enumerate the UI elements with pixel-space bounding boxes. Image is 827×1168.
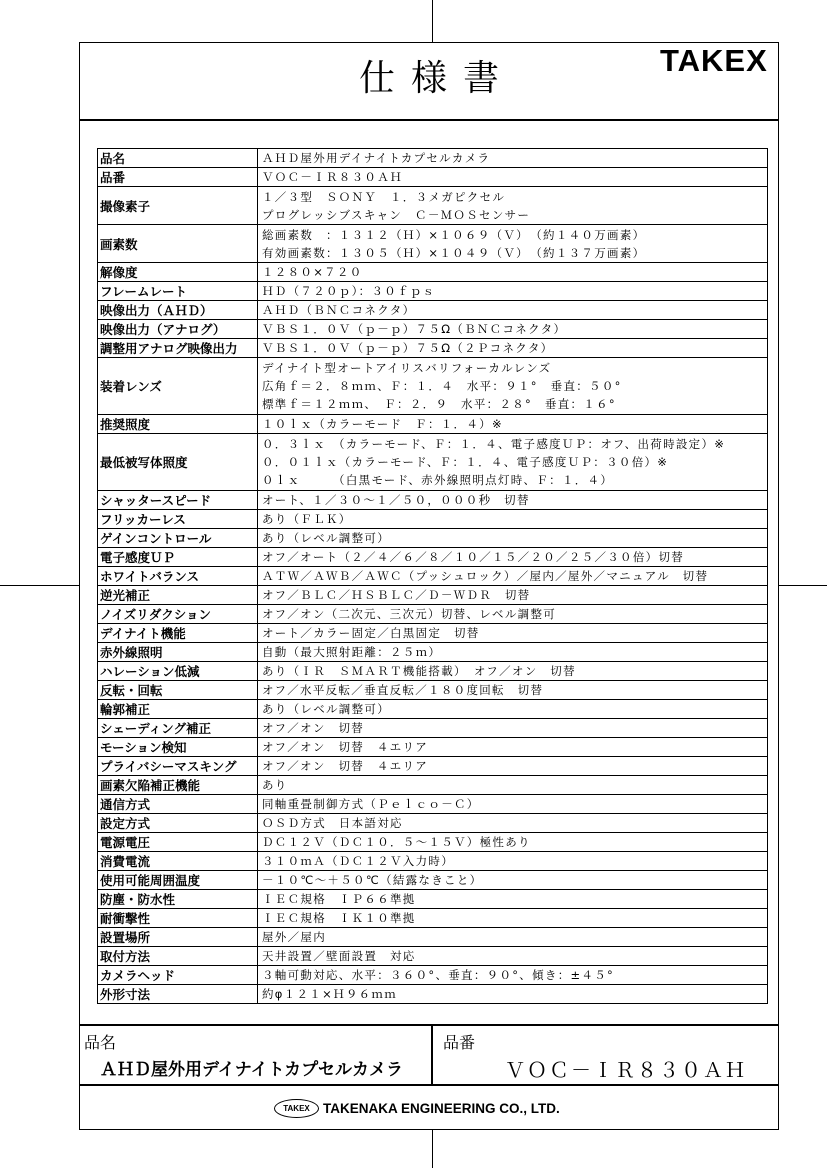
spec-label: 品名 [98, 149, 258, 167]
spec-row [98, 624, 767, 643]
spec-value-line: －１０℃～＋５０℃（結露なきこと） [262, 873, 483, 887]
spec-value-line: 自動（最大照射距離：２５ｍ） [262, 645, 442, 659]
spec-value-line: １２８０×７２０ [262, 265, 363, 279]
spec-value-line: オフ／オン 切替 [262, 721, 365, 735]
footer-top-divider [79, 1024, 779, 1026]
spec-value [258, 947, 767, 965]
spec-value-line: オフ／水平反転／垂直反転／１８０度回転 切替 [262, 683, 544, 697]
spec-value [258, 320, 767, 338]
spec-value [258, 529, 767, 547]
spec-label: 防塵・防水性 [98, 890, 258, 908]
spec-label: ホワイトバランス [98, 567, 258, 585]
spec-row [98, 548, 767, 567]
spec-label: 画素数 [98, 225, 258, 262]
spec-row [98, 795, 767, 814]
spec-value-line: あり（レベル調整可） [262, 531, 390, 545]
spec-label: 品番 [98, 168, 258, 186]
spec-row [98, 852, 767, 871]
spec-row [98, 871, 767, 890]
spec-value-line: オート／カラー固定／白黒固定 切替 [262, 626, 480, 640]
spec-value [258, 890, 767, 908]
spec-value-line: ＡＨＤ（ＢＮＣコネクタ） [262, 303, 416, 317]
spec-row [98, 263, 767, 282]
spec-label: 設置場所 [98, 928, 258, 946]
spec-value [258, 586, 767, 604]
spec-value [258, 358, 767, 414]
spec-value-line: オフ／オン 切替 ４エリア [262, 759, 429, 773]
footer-bottom-divider [79, 1084, 779, 1086]
spec-row [98, 225, 767, 263]
spec-value [258, 168, 767, 186]
spec-label: 調整用アナログ映像出力 [98, 339, 258, 357]
spec-value-line: 同軸重畳制御方式（Ｐｅｌｃｏ－Ｃ） [262, 797, 480, 811]
spec-row [98, 282, 767, 301]
spec-label: ノイズリダクション [98, 605, 258, 623]
spec-row [98, 149, 767, 168]
spec-label: 使用可能周囲温度 [98, 871, 258, 889]
spec-label: 外形寸法 [98, 985, 258, 1003]
spec-row [98, 187, 767, 225]
spec-label: 電源電圧 [98, 833, 258, 851]
spec-value [258, 491, 767, 509]
spec-value-line: 総画素数 ：１３１２（Ｈ）×１０６９（Ｖ） （約１４０万画素） [262, 227, 646, 242]
spec-value-line: ＶＢＳ１．０Ｖ（ｐ－ｐ）７５Ω（ＢＮＣコネクタ） [262, 322, 567, 336]
spec-value-line: プログレッシブスキャン Ｃ－ＭＯＳセンサー [262, 207, 531, 222]
spec-row [98, 890, 767, 909]
spec-row [98, 738, 767, 757]
spec-value [258, 510, 767, 528]
spec-value-line: ３軸可動対応、水平：３６０°、垂直：９０°、傾き：±４５° [262, 968, 615, 982]
spec-value-line: 天井設置／壁面設置 対応 [262, 949, 416, 963]
spec-value-line: 屋外／屋内 [262, 930, 326, 944]
spec-value [258, 776, 767, 794]
spec-value-line: ＡＨＤ屋外用デイナイトカプセルカメラ [262, 151, 491, 165]
crop-mark-bottom [432, 1130, 433, 1168]
spec-row [98, 776, 767, 795]
header-divider [79, 119, 779, 121]
spec-value-line: ＡＴＷ／ＡＷＢ／ＡＷＣ（プッシュロック）／屋内／屋外／マニュアル 切替 [262, 569, 709, 583]
spec-row [98, 301, 767, 320]
footer-product-name: ＡＨＤ屋外用デイナイトカプセルカメラ [100, 1060, 403, 1080]
spec-label: 取付方法 [98, 947, 258, 965]
spec-row [98, 643, 767, 662]
spec-value-line: 標準ｆ＝１２ｍｍ、 Ｆ：２．９ 水平：２８° 垂直：１６° [262, 397, 616, 411]
spec-value-line: あり（ＩＲ ＳＭＡＲＴ機能搭載） オフ／オン 切替 [262, 664, 576, 678]
spec-row [98, 415, 767, 434]
spec-label: 最低被写体照度 [98, 434, 258, 490]
spec-label: ハレーション低減 [98, 662, 258, 680]
spec-row [98, 985, 767, 1004]
spec-value-line: オフ／オン（二次元、三次元）切替、レベル調整可 [262, 607, 557, 621]
spec-label: シェーディング補正 [98, 719, 258, 737]
spec-value-line: ０．３ｌｘ （カラーモード、Ｆ：１．４、電子感度ＵＰ：オフ、出荷時設定）※ [262, 437, 726, 451]
spec-value [258, 909, 767, 927]
spec-value [258, 282, 767, 300]
spec-value-line: ＯＳＤ方式 日本語対応 [262, 816, 403, 830]
spec-label: 画素欠陥補正機能 [98, 776, 258, 794]
spec-label: モーション検知 [98, 738, 258, 756]
spec-label: 映像出力（ＡＨＤ） [98, 301, 258, 319]
spec-value [258, 301, 767, 319]
spec-row [98, 928, 767, 947]
spec-row [98, 814, 767, 833]
page-title: 仕様書 [358, 58, 515, 99]
crop-mark-right [779, 585, 827, 586]
spec-row [98, 909, 767, 928]
spec-label: 反転・回転 [98, 681, 258, 699]
spec-label: 耐衝撃性 [98, 909, 258, 927]
spec-value-line: １０ｌｘ（カラーモード Ｆ：１．４）※ [262, 417, 503, 431]
spec-value-line: オート、１／３０～１／５０，０００秒 切替 [262, 493, 530, 507]
spec-value [258, 757, 767, 775]
spec-value-line: ＶＢＳ１．０Ｖ（ｐ－ｐ）７５Ω（２Ｐコネクタ） [262, 341, 554, 355]
spec-value-line: オフ／オート（２／４／６／８／１０／１５／２０／２５／３０倍）切替 [262, 550, 685, 564]
spec-row [98, 833, 767, 852]
spec-value [258, 339, 767, 357]
spec-row [98, 320, 767, 339]
spec-value [258, 643, 767, 661]
spec-row [98, 529, 767, 548]
spec-label: カメラヘッド [98, 966, 258, 984]
spec-label: 逆光補正 [98, 586, 258, 604]
spec-row [98, 567, 767, 586]
footer-model-number: ＶＯＣ－ＩＲ８３０ＡＨ [505, 1058, 747, 1082]
spec-value-line: ＨＤ（７２０ｐ）：３０ｆｐｓ [262, 284, 436, 298]
crop-mark-left [0, 585, 79, 586]
spec-value [258, 624, 767, 642]
spec-value [258, 966, 767, 984]
spec-label: 推奨照度 [98, 415, 258, 433]
spec-value [258, 928, 767, 946]
spec-label: 解像度 [98, 263, 258, 281]
spec-value [258, 567, 767, 585]
spec-label: フリッカーレス [98, 510, 258, 528]
spec-label: 輪郭補正 [98, 700, 258, 718]
spec-value [258, 871, 767, 889]
spec-value-line: ＩＥＣ規格 ＩＰ６６準拠 [262, 892, 416, 906]
spec-value-line: 約φ１２１×Ｈ９６ｍｍ [262, 987, 398, 1001]
spec-row [98, 434, 767, 491]
spec-value-line: あり（レベル調整可） [262, 702, 390, 716]
spec-label: シャッタースピード [98, 491, 258, 509]
spec-value [258, 263, 767, 281]
spec-label: 赤外線照明 [98, 643, 258, 661]
spec-row [98, 605, 767, 624]
spec-value [258, 149, 767, 167]
spec-value-line: オフ／ＢＬＣ／ＨＳＢＬＣ／Ｄ－ＷＤＲ 切替 [262, 588, 531, 602]
spec-value [258, 605, 767, 623]
spec-label: 映像出力（アナログ） [98, 320, 258, 338]
spec-value-line: ＩＥＣ規格 ＩＫ１０準拠 [262, 911, 416, 925]
spec-value-line: デイナイト型オートアイリスバリフォーカルレンズ [262, 361, 552, 375]
spec-value-line: あり [262, 778, 288, 792]
spec-label: 電子感度ＵＰ [98, 548, 258, 566]
spec-row [98, 719, 767, 738]
spec-row [98, 757, 767, 776]
spec-value [258, 814, 767, 832]
spec-value [258, 225, 767, 262]
spec-row [98, 662, 767, 681]
footer-number-label: 品番 [443, 1033, 476, 1052]
company-logo-text: TAKEX [283, 1104, 310, 1113]
spec-label: ゲインコントロール [98, 529, 258, 547]
spec-value [258, 415, 767, 433]
spec-label: デイナイト機能 [98, 624, 258, 642]
spec-row [98, 700, 767, 719]
spec-row [98, 339, 767, 358]
spec-value-line: オフ／オン 切替 ４エリア [262, 740, 429, 754]
spec-label: 通信方式 [98, 795, 258, 813]
spec-row [98, 358, 767, 415]
spec-value [258, 681, 767, 699]
brand-logo: TAKEX [660, 43, 768, 78]
spec-label: 設定方式 [98, 814, 258, 832]
spec-label: フレームレート [98, 282, 258, 300]
spec-value [258, 852, 767, 870]
spec-value-line: ３１０ｍＡ（ＤＣ１２Ｖ入力時） [262, 854, 454, 868]
crop-mark-top [432, 0, 433, 42]
spec-row [98, 491, 767, 510]
spec-value-line: ＤＣ１２Ｖ（ＤＣ１０．５～１５Ｖ）極性あり [262, 835, 531, 849]
spec-value [258, 700, 767, 718]
spec-value-line: １／３型 ＳＯＮＹ １．３メガピクセル [262, 189, 506, 204]
spec-value-line: あり（ＦＬＫ） [262, 512, 352, 526]
spec-value [258, 548, 767, 566]
spec-label: 消費電流 [98, 852, 258, 870]
spec-label: 撮像素子 [98, 187, 258, 224]
company-name: TAKENAKA ENGINEERING CO., LTD. [323, 1101, 560, 1116]
footer-column-divider [431, 1024, 433, 1085]
spec-value [258, 434, 767, 490]
spec-label: 装着レンズ [98, 358, 258, 414]
spec-value-line: 広角ｆ＝２．８ｍｍ、Ｆ：１．４ 水平：９１° 垂直：５０° [262, 379, 622, 393]
spec-row [98, 947, 767, 966]
spec-row [98, 168, 767, 187]
spec-value-line: ０．０１ｌｘ（カラーモード、Ｆ：１．４、電子感度ＵＰ：３０倍）※ [262, 455, 669, 469]
spec-value-line: ０ｌｘ （白黒モード、赤外線照明点灯時、Ｆ：１．４） [262, 473, 614, 487]
spec-row [98, 966, 767, 985]
spec-value [258, 985, 767, 1003]
spec-table [97, 148, 768, 1004]
spec-value-line: ＶＯＣ－ＩＲ８３０ＡＨ [262, 170, 403, 184]
spec-value [258, 719, 767, 737]
spec-value [258, 795, 767, 813]
spec-label: プライバシーマスキング [98, 757, 258, 775]
spec-value [258, 833, 767, 851]
footer-name-label: 品名 [84, 1033, 117, 1052]
spec-value [258, 187, 767, 224]
spec-value-line: 有効画素数：１３０５（Ｈ）×１０４９（Ｖ） （約１３７万画素） [262, 245, 646, 260]
spec-row [98, 681, 767, 700]
spec-value [258, 738, 767, 756]
spec-row [98, 586, 767, 605]
company-logo-icon [274, 1099, 319, 1118]
spec-row [98, 510, 767, 529]
spec-value [258, 662, 767, 680]
